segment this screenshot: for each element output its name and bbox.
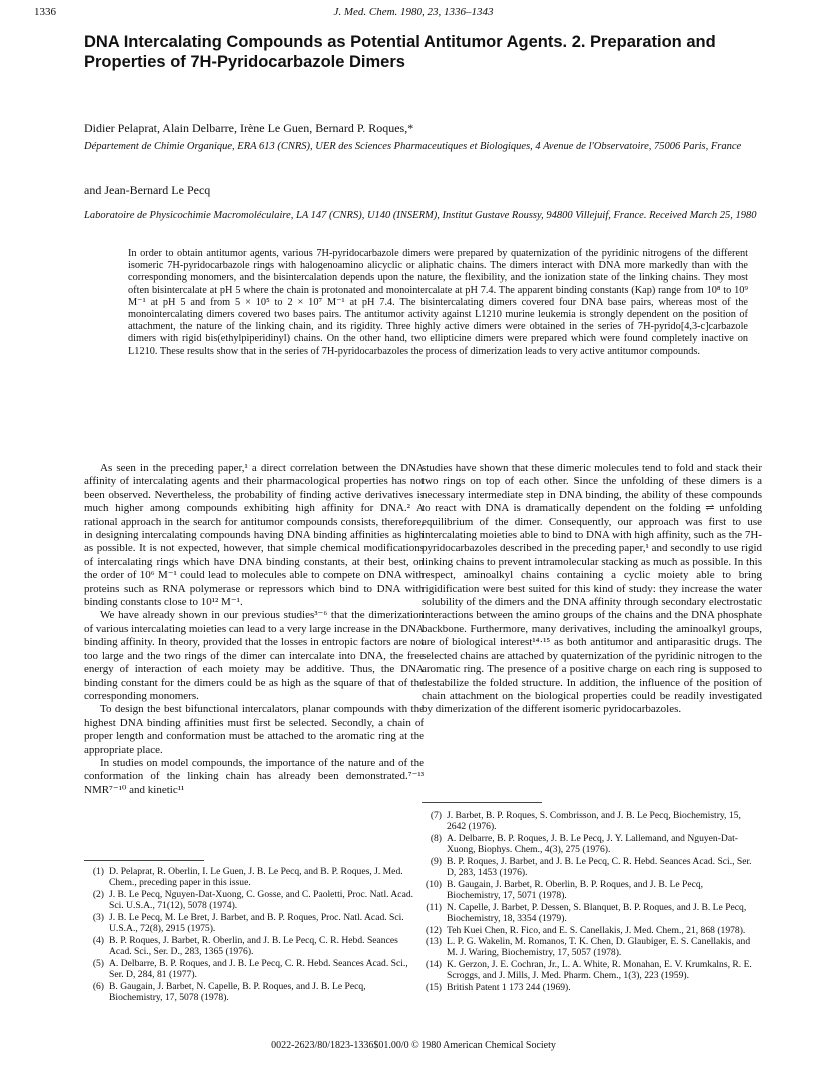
reference-item: (14) K. Gerzon, J. E. Cochran, Jr., L. A. White, R. Monahan, E. V. Krumkalns, R. E. Scroggs, and J. Mills, J. Med. Pharm. Chem., 1(3), 223 (1959). [426,959,752,982]
authors-secondary: and Jean-Bernard Le Pecq [84,183,211,197]
footnote-divider-left [84,860,204,861]
reference-item: (8) A. Delbarre, B. P. Roques, J. B. Le Pecq, J. Y. Lallemand, and Nguyen-Dat-Xuong, Biophys. Chem., 4(3), 275 (1976). [430,832,738,856]
reference-item: (3) J. B. Le Pecq, M. Le Bret, J. Barbet, and B. P. Roques, Proc. Natl. Acad. Sci. U.S.A., 72(8), 2915 (1975). [92,911,404,935]
body-paragraph: As seen in the preceding paper,¹ a direct correlation between the DNA affinity of intercalating agents and their pharmacological properties has not been observed. Nevertheless, the probability of finding active derivatives is much higher among compounds exhibiting high affinity for DNA.² A rational approach in the search for antitumor compounds consists, therefore, in designing intercalating compounds having DNA binding affinities as high as possible. It is not expected, however, that simple chemical modifications of intercalating rings which have DNA binding constants, at their best, on the order of 10⁶ M⁻¹ could lead to molecules able to compete on DNA with proteins such as RNA polymerase or repressors which bind to DNA with binding constants close to 10¹² M⁻¹. [84,462,424,609]
body-paragraph: To design the best bifunctional intercalators, planar compounds with the highest DNA binding affinities must first be selected. Secondly, a chain of proper length and conformation must be attached to the aromatic ring at the appropriate place. [84,703,424,756]
reference-item: (9) B. P. Roques, J. Barbet, and J. B. Le Pecq, C. R. Hebd. Seances Acad. Sci., Ser. D, 283, 1453 (1976). [430,855,752,879]
reference-item: (2) J. B. Le Pecq, Nguyen-Dat-Xuong, C. Gosse, and C. Paoletti, Proc. Natl. Acad. Sci. U.S.A., 71(12), 5078 (1974). [92,888,414,912]
journal-header: J. Med. Chem. 1980, 23, 1336–1343 [333,6,494,18]
references-left [84,866,414,1003]
references-right [422,810,752,994]
reference-item: (11) N. Capelle, J. Barbet, P. Dessen, S. Blanquet, B. P. Roques, and J. B. Le Pecq, Biochemistry, 18, 3354 (1979). [426,901,747,924]
reference-item: (4) B. P. Roques, J. Barbet, R. Oberlin, and J. B. Le Pecq, C. R. Hebd. Seances Acad. Sci., Ser. D., 283, 1365 (1976). [92,934,398,957]
reference-item: (10) B. Gaugain, J. Barbet, R. Oberlin, B. P. Roques, and J. B. Le Pecq, Biochemistry, 17, 5071 (1978). [426,878,704,901]
authors-primary: Didier Pelaprat, Alain Delbarre, Irène Le Guen, Bernard P. Roques,* [84,121,414,135]
reference-item: (5) A. Delbarre, B. P. Roques, and J. B. Le Pecq, C. R. Hebd. Seances Acad. Sci., Ser. D, 284, 81 (1977). [92,957,408,980]
footer-copyright: 0022-2623/80/1823-1336$01.00/0 © 1980 American Chemical Society [271,1040,556,1051]
body-paragraph: We have already shown in our previous studies³⁻⁶ that the dimerization of various intercalating moieties can lead to a very large increase in the DNA binding affinity. In theory, provided that the losses in entropic factors are not too large and the two rings of the dimer can intercalate into DNA, the free energy of interaction of each moiety may be additive. Thus, the DNA binding constant for the dimers could be as high as the square of that of the corresponding monomers. [84,609,424,702]
reference-item: (1) D. Pelaprat, R. Oberlin, I. Le Guen, J. B. Le Pecq, and B. P. Roques, J. Med. Chem., preceding paper in this issue. [92,866,403,889]
footnote-divider-right [422,802,542,803]
body-column-right [422,462,762,717]
body-paragraph: In studies on model compounds, the importance of the nature and of the conformation of the linking chain has already been demonstrated.⁷⁻¹³ NMR⁷⁻¹⁰ and kinetic¹¹ [84,756,424,796]
affiliation-primary: Département de Chimie Organique, ERA 613 (CNRS), UER des Sciences Pharmaceutiques et Biologiques, 4 Avenue de l'Observatoire, 75006 Paris, France [84,141,742,152]
body-paragraph: studies have shown that these dimeric molecules tend to fold and stack their two rings on top of each other. Since the unfolding of these dimers is a necessary intermediate step in DNA binding, the ability of these compounds to react with DNA is dramatically dependent on the folding ⇌ unfolding equilibrium of the dimer. Consequently, our approach was first to use intercalating moieties able to bind to DNA with high affinity, such as the 7H-pyridocarbazoles described in the preceding paper,¹ and secondly to use rigid linking chains to prevent intramolecular stacking as much as possible. In this respect, aminoalkyl chains containing a cyclic moiety able to bring rigidification were best suited for this kind of study: they increase the water solubility of the dimers and the DNA affinity through secondary electrostatic interactions between the amino groups of the chains and the DNA phosphate backbone. Furthermore, many derivatives, including the aminoalkyl groups, are of biological interest¹⁴·¹⁵ as both antitumor and antiparasitic drugs. The selected chains are attached by quaternization of the pyridinic nitrogen to the aromatic ring. The presence of a positive charge on each ring is supposed to destabilize the folded structure. In addition, the influence of the position of chain attachment on the biological properties could be readily investigated by dimerization of the different isomeric pyridocarbazoles. [422,462,762,716]
affiliation-secondary: Laboratoire de Physicochimie Macromoléculaire, LA 147 (CNRS), U140 (INSERM), Institut Gustave Roussy, 94800 Villejuif, France. Received March 25, 1980 [84,210,757,221]
reference-item: (12) Teh Kuei Chen, R. Fico, and E. S. Canellakis, J. Med. Chem., 21, 868 (1978). [426,924,746,936]
reference-item: (13) L. P. G. Wakelin, M. Romanos, T. K. Chen, D. Glaubiger, E. S. Canellakis, and M. J. Waring, Biochemistry, 17, 5057 (1978). [426,936,751,959]
reference-item: (15) British Patent 1 173 244 (1969). [426,982,571,994]
abstract: In order to obtain antitumor agents, various 7H-pyridocarbazole dimers were prepared by quaternization of the pyridinic nitrogens of the different isomeric 7H-pyridocarbazole rings with halogenoamino alicyclic or aliphatic chains. The dimers interact with DNA more markedly than with the corresponding monomers, and the bisintercalation depends upon the nature, the flexibility, and the ionization state of the linking chains. They most often bisintercalate at pH 5 where the chain is protonated and monointercalate at pH 7.4. The apparent binding constants (Kap) range from 10⁸ to 10⁹ M⁻¹ at pH 5 and from 5 × 10⁵ to 2 × 10⁷ M⁻¹ at pH 7.4. The bisintercalating dimers covered four DNA base pairs, whereas most of the monointercalating dimers covered two bases pairs. The antitumor activity against L1210 murine leukemia is strongly dependent on the position of attachment, the nature of the linking chain, and its rigidity. Three highly active dimers were obtained in the series of 7H-pyrido[4,3-c]carbazole dimers with rigid bis(ethylpiperidinyl) chains. On the other hand, two ellipticine dimers were prepared which were found completely inactive on L1210. These results show that in the series of 7H-pyridocarbazoles the process of dimerization leads to very active antitumor compounds. [128,248,748,357]
body-column-left [84,462,424,797]
paper-title: DNA Intercalating Compounds as Potential Antitumor Agents. 2. Preparation and Properties of 7H-Pyridocarbazole Dimers [84,33,716,71]
reference-item: (6) B. Gaugain, J. Barbet, N. Capelle, B. P. Roques, and J. B. Le Pecq, Biochemistry, 17, 5078 (1978). [92,980,366,1003]
reference-item: (7) J. Barbet, B. P. Roques, S. Combrisson, and J. B. Le Pecq, Biochemistry, 15, 2642 (1976). [430,810,741,833]
page-number: 1336 [34,6,56,18]
